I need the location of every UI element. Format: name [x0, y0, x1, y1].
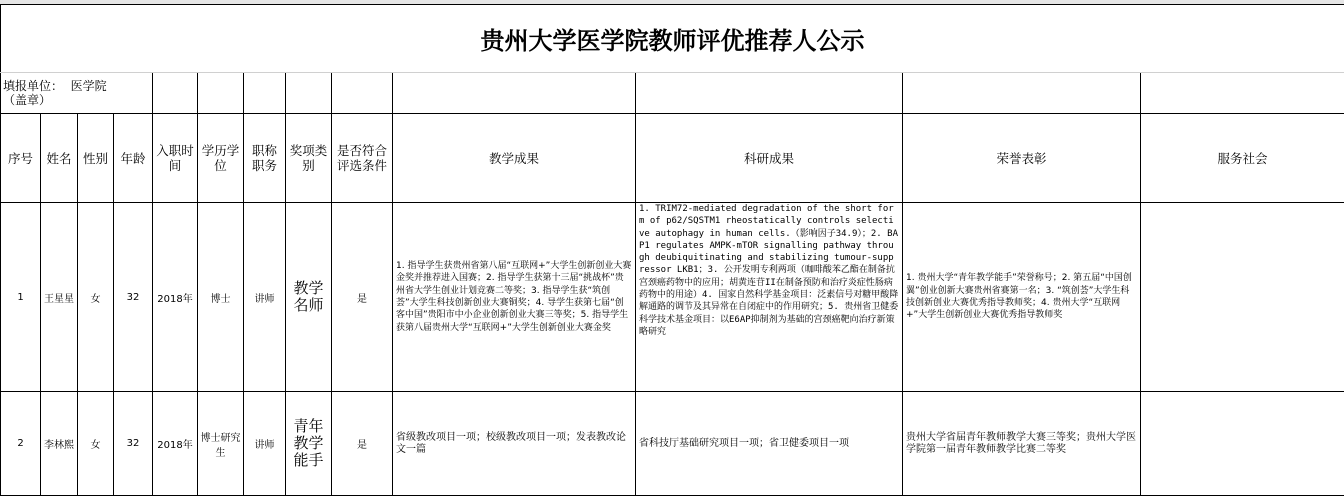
cell-award: 青年教学能手 — [286, 392, 332, 496]
cell-hire: 2018年 — [153, 203, 198, 392]
cell-age: 32 — [114, 392, 153, 496]
table-row — [1, 203, 1344, 392]
cell-age: 32 — [114, 203, 153, 392]
cell-name: 王星星 — [41, 203, 78, 392]
cell-eligible: 是 — [332, 392, 393, 496]
cell-teaching: 省级教改项目一项；校级教改项目一项；发表教改论文一篇 — [393, 392, 636, 496]
cell-eligible: 是 — [332, 203, 393, 392]
cell-honors: 1. 贵州大学“青年教学能手”荣誉称号；2. 第五届“中国创翼”创业创新大赛贵州省赛第一名；3. “筑创荟”大学生科技创新创业大赛优秀指导教师奖；4. 贵州大学“互联网+”大学生创新创业大赛优秀指导教师奖 — [903, 203, 1141, 392]
cell-service — [1141, 203, 1344, 392]
header-name: 姓名 — [41, 114, 78, 203]
cell-degree: 博士研究生 — [198, 392, 244, 496]
header-honors: 荣誉表彰 — [903, 114, 1141, 203]
header-row — [1, 114, 1344, 203]
header-teaching: 教学成果 — [393, 114, 636, 203]
unit-value: 医学院 — [70, 79, 107, 93]
header-service: 服务社会 — [1141, 114, 1344, 203]
cell-service — [1141, 392, 1344, 496]
unit-label: 填报单位： — [3, 79, 64, 93]
cell-honors: 贵州大学省届青年教师教学大赛三等奖；贵州大学医学院第一届青年教师教学比赛二等奖 — [903, 392, 1141, 496]
cell-award: 教学名师 — [286, 203, 332, 392]
header-hire: 入职时间 — [153, 114, 198, 203]
reporting-unit — [1, 73, 153, 114]
header-no: 序号 — [1, 114, 41, 203]
table-row — [1, 392, 1344, 496]
cell-name: 李林熙 — [41, 392, 78, 496]
cell-no: 1 — [1, 203, 41, 392]
cell-title: 讲师 — [244, 392, 286, 496]
header-title: 职称职务 — [244, 114, 286, 203]
cell-gender: 女 — [78, 392, 114, 496]
header-award: 奖项类别 — [286, 114, 332, 203]
header-eligible: 是否符合评选条件 — [332, 114, 393, 203]
nominee-table — [0, 4, 1344, 496]
header-gender: 性别 — [78, 114, 114, 203]
cell-teaching: 1. 指导学生获贵州省第八届“互联网+”大学生创新创业大赛金奖并推荐进入国赛；2. 指导学生获第十三届“挑战杯”贵州省大学生创业计划竞赛二等奖；3. 指导学生获“筑创荟”大学生科技创新创业大赛铜奖；4. 导学生获第七届“创客中国”贵阳市中小企业创新创业大赛三等奖；5. 指导学生获第八届贵州大学“互联网+”大学生创新创业大赛金奖 — [393, 203, 636, 392]
cell-no: 2 — [1, 392, 41, 496]
cell-degree: 博士 — [198, 203, 244, 392]
unit-seal: （盖章） — [3, 93, 52, 107]
cell-gender: 女 — [78, 203, 114, 392]
cell-research: 省科技厅基础研究项目一项；省卫健委项目一项 — [636, 392, 903, 496]
cell-title: 讲师 — [244, 203, 286, 392]
header-degree: 学历学位 — [198, 114, 244, 203]
cell-research: 1. TRIM72-mediated degradation of the short form of p62/SQSTM1 rheostatically controls selective autophagy in human cells.（影响因子34.9）；2. BAP1 regulates AMPK-mTOR signalling pathway through deubiquitinating and stabilizing tumour-suppressor LKB1；3. 公开发明专利两项（咖啡酸苯乙酯在制备抗宫颈癌药物中的应用；胡黄连苷II在制备预防和治疗炎症性肠病药物中的用途）4. 国家自然科学基金项目：泛素信号对糖甲酸降解通路的调节及其异常在自闭症中的作用研究；5. 贵州省卫健委科学技术基金项目：以E6AP抑制剂为基础的宫颈癌靶向治疗新策略研究 — [636, 203, 903, 392]
page-title: 贵州大学医学院教师评优推荐人公示 — [1, 5, 1344, 73]
cell-hire: 2018年 — [153, 392, 198, 496]
header-research: 科研成果 — [636, 114, 903, 203]
header-age: 年龄 — [114, 114, 153, 203]
